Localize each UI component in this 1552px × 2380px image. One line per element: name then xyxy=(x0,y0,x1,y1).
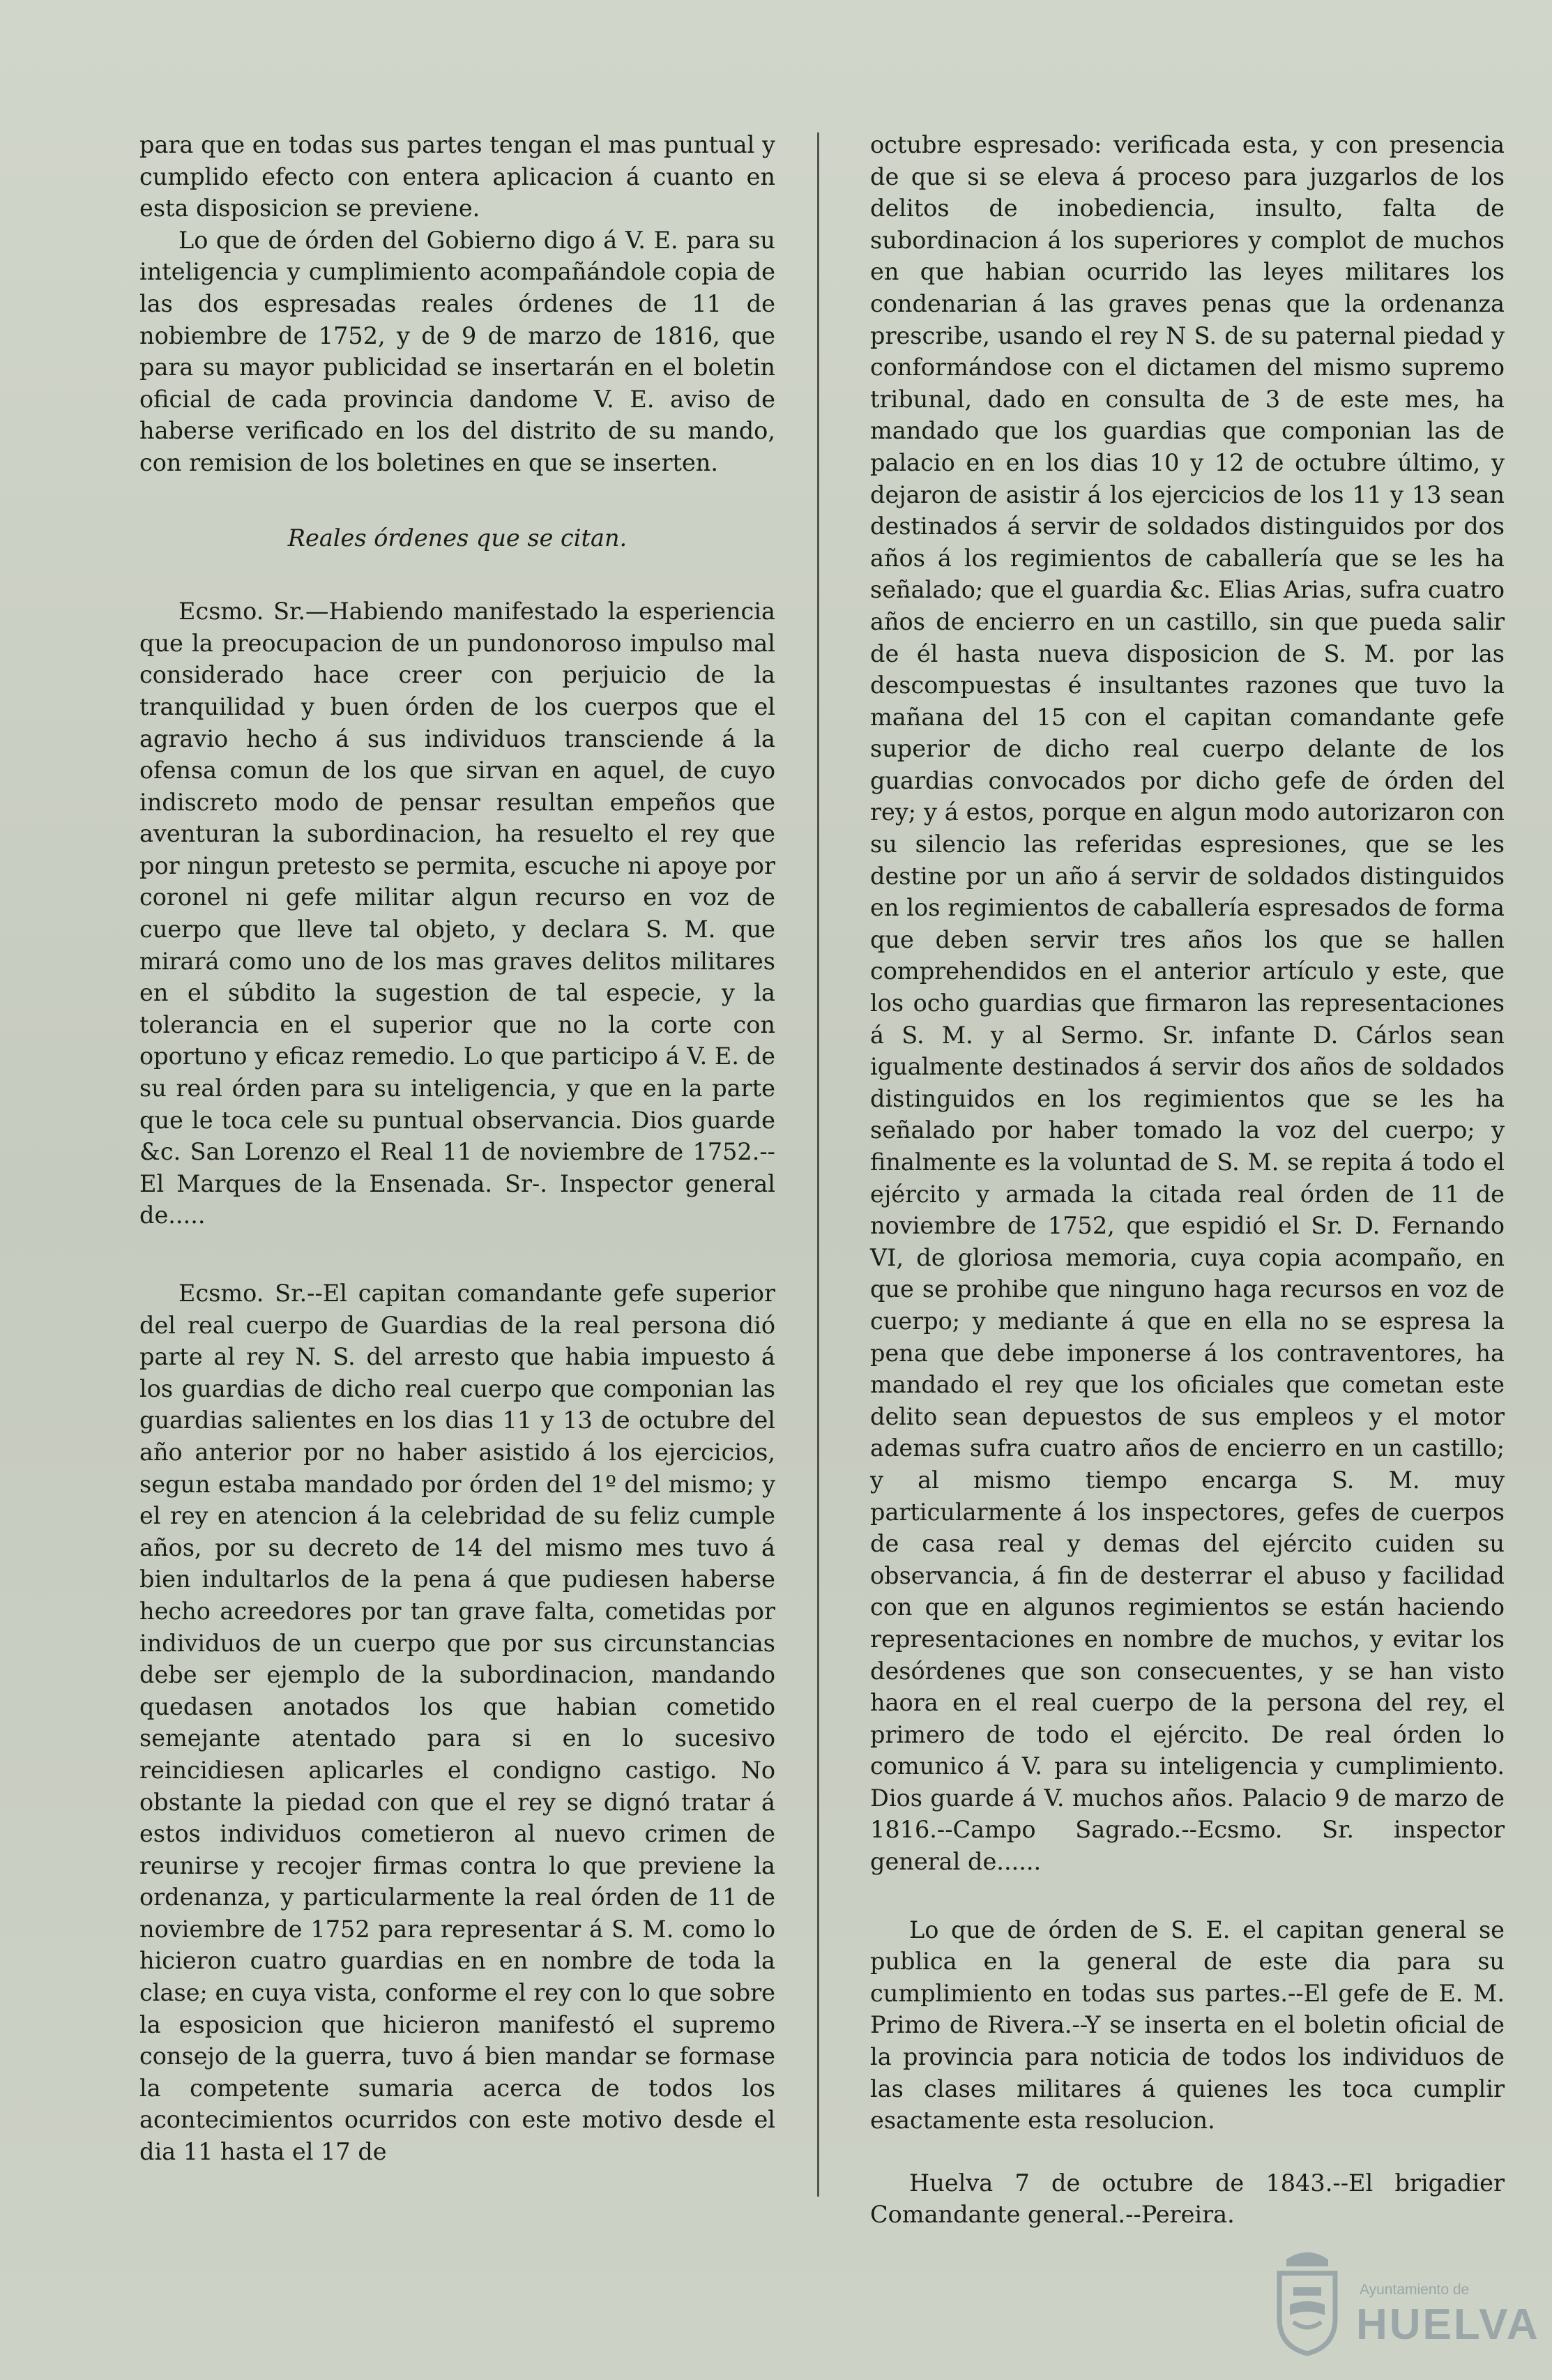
watermark-city: HUELVA xyxy=(1356,2301,1540,2349)
city-crest-icon xyxy=(1265,2245,1349,2357)
watermark-institution: Ayuntamiento de xyxy=(1360,2282,1470,2298)
paragraph-royal-order-1816: Ecsmo. Sr.--El capitan comandante gefe superior del real cuerpo de Guardias de la real persona dió parte al rey N. S. del arresto que habia impuesto á los guardias de dicho real cuerpo que componian las guardias salientes en los dias 11 y 13 de octubre del año anterior por no haber asistido á los ejercicios, segun estaba mandado por órden del 1º del mismo; y el rey en atencion á la celebridad de su feliz cumple años, por su decreto de 14 del mismo mes tuvo á bien indultarlos de la pena á que pudiesen haberse hecho acreedores por tan grave falta, cometidas por individuos de un cuerpo que por sus circunstancias debe ser ejemplo de la subordinacion, mandando quedasen anotados los que habian cometido semejante atentado para si en lo sucesivo reincidiesen aplicarles el condigno castigo. No obstante la piedad con que el rey se dignó tratar á estos individuos cometieron al nuevo crimen de reunirse y recojer firmas contra lo que previene la ordenanza, y particularmente la real órden de 11 de noviembre de 1752 para representar á S. M. como lo hicieron cuatro guardias en en nombre de toda la clase; en cuya vista, conforme el rey con lo que sobre la esposicion que hicieron manifestó el supremo consejo de la guerra, tuvo á bien mandar se formase la competente sumaria acerca de todos los acontecimientos ocurridos con este motivo desde el dia 11 hasta el 17 de xyxy=(139,1280,775,2166)
section-heading: Reales órdenes que se citan. xyxy=(287,524,627,552)
column-divider xyxy=(817,132,819,2197)
right-column xyxy=(870,129,1505,2231)
paragraph-royal-order-1752: Ecsmo. Sr.—Habiendo manifestado la esperiencia que la preocupacion de un pundonoroso impulso mal considerado hace creer con perjuicio de la tranquilidad y buen órden de los cuerpos que el agravio hecho á sus individuos transciende á la ofensa comun de los que sirvan en aquel, de cuyo indiscreto modo de pensar resultan empeños que aventuran la subordinacion, ha resuelto el rey que por ningun pretesto se permita, escuche ni apoye por coronel ni gefe militar algun recurso en voz de cuerpo que lleve tal objeto, y declara S. M. que mirará como uno de los mas graves delitos militares en el súbdito la sugestion de tal especie, y la tolerancia en el superior que no la corte con oportuno y eficaz remedio. Lo que participo á V. E. de su real órden para su inteligencia, y que en la parte que le toca cele su puntual observancia. Dios guarde &c. San Lorenzo el Real 11 de noviembre de 1752.--El Marques de la Ensenada. Sr-. Inspector general de..... xyxy=(139,598,775,1229)
archive-watermark xyxy=(1265,2245,1540,2360)
left-column xyxy=(139,129,775,2168)
paragraph-continuation-right: octubre espresado: verificada esta, y con presencia de que si se eleva á proceso para juzgarlos de los delitos de inobediencia, insulto, falta de subordinacion á los superiores y complot de muchos en que habian ocurrido las leyes militares los condenarian á las graves penas que la ordenanza prescribe, usando el rey N S. de su paternal piedad y conformándose con el dictamen del mismo supremo tribunal, dado en consulta de 3 de este mes, ha mandado que los guardias que componian las de palacio en en los dias 10 y 12 de octubre último, y dejaron de asistir á los ejercicios de los 11 y 13 sean destinados á servir de soldados distinguidos por dos años á los regimientos de caballería que se les ha señalado; que el guardia &c. Elias Arias, sufra cuatro años de encierro en un castillo, sin que pueda salir de él hasta nueva disposicion de S. M. por las descompuestas é insultantes razones que tuvo la mañana del 15 con el capitan comandante gefe superior de dicho real cuerpo delante de los guardias convocados por dicho gefe de órden del rey; y á estos, porque en algun modo autorizaron con su silencio las referidas espresiones, que se les destine por un año á servir de soldados distinguidos en los regimientos de caballería espresados de forma que deben servir tres años los que se hallen comprehendidos en el anterior artículo y este, que los ocho guardias que firmaron las representaciones á S. M. y al Sermo. Sr. infante D. Cárlos sean igualmente destinados á servir dos años de soldados distinguidos en los regimientos que se les ha señalado por haber tomado la voz del cuerpo; y finalmente es la voluntad de S. M. se repita á todo el ejército y armada la citada real órden de 11 de noviembre de 1752, que espidió el Sr. D. Fernando VI, de gloriosa memoria, cuya copia acompaño, en que se prohibe que ninguno haga recursos en voz de cuerpo; y mediante á que en ella no se espresa la pena que debe imponerse á los contraventores, ha mandado el rey que los oficiales que cometan este delito sean depuestos de sus empleos y el motor ademas sufra cuatro años de encierro en un castillo; y al mismo tiempo encarga S. M. muy particularmente á los inspectores, gefes de cuerpos de casa real y demas del ejército cuiden su observancia, á fin de desterrar el abuso y facilidad con que en algunos regimientos se están haciendo representaciones en nombre de muchos, y evitar los desórdenes que son consecuentes, y se han visto haora en el real cuerpo de la persona del rey, el primero de todo el ejército. De real órden lo comunico á V. para su inteligencia y cumplimiento. Dios guarde á V. muchos años. Palacio 9 de marzo de 1816.--Campo Sagrado.--Ecsmo. Sr. inspector general de...... xyxy=(870,131,1505,1876)
paragraph-publication: Lo que de órden de S. E. el capitan general se publica en la general de este dia para su cumplimiento en todas sus partes.--El gefe de E. M. Primo de Rivera.--Y se inserta en el boletin oficial de la provincia para noticia de todos los individuos de las clases militares á quienes les toca cumplir esactamente esta resolucion. xyxy=(870,1916,1505,2135)
paragraph-continuation: para que en todas sus partes tengan el mas puntual y cumplido efecto con entera aplicacion á cuanto en esta disposicion se previene. xyxy=(139,131,775,222)
paragraph-government-order: Lo que de órden del Gobierno digo á V. E. para su inteligencia y cumplimiento acompañándole copia de las dos espresadas reales órdenes de 11 de nobiembre de 1752, y de 9 de marzo de 1816, que para su mayor publicidad se insertarán en el boletin oficial de cada provincia dandome V. E. aviso de haberse verificado en los del distrito de su mando, con remision de los boletines en que se inserten. xyxy=(139,226,775,476)
signature-line: Huelva 7 de octubre de 1843.--El brigadier Comandante general.--Pereira. xyxy=(870,2169,1505,2229)
